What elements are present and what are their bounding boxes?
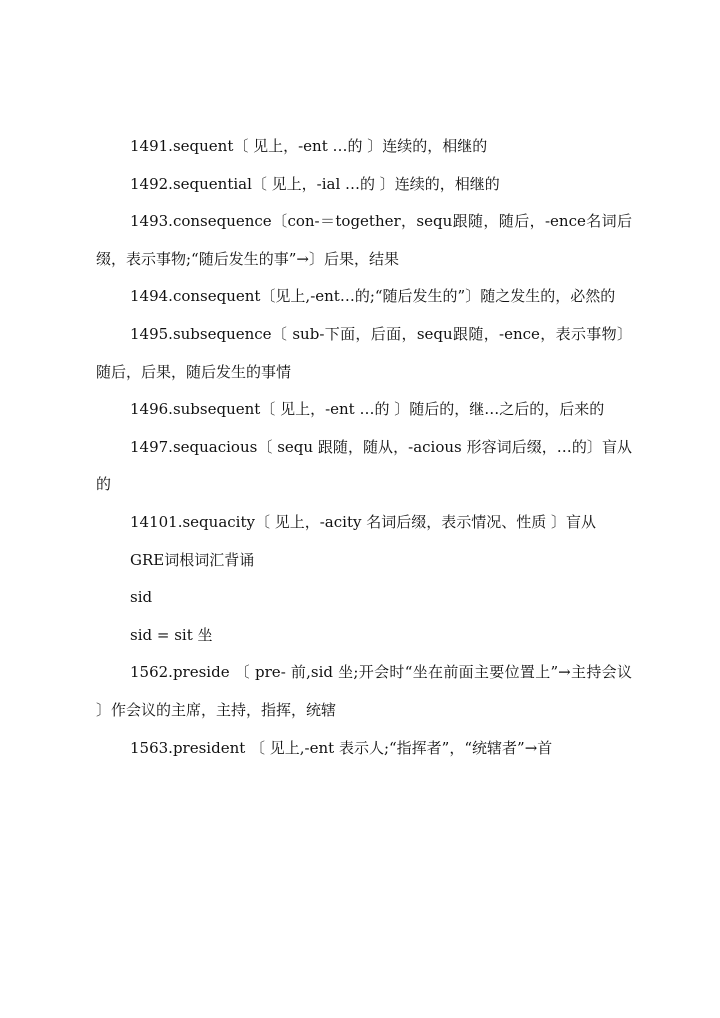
root-word: sid: [130, 588, 153, 607]
entry-1492: 1492.sequential〔 见上，-ial …的 〕连续的，相继的: [130, 174, 500, 193]
entry-1495: 1495.subsequence〔 sub-下面，后面，sequ跟随，-ence，表示事物〕随后，后果，随后发生的事情: [96, 324, 632, 381]
entry-1497: 1497.sequacious〔 sequ 跟随，随从，-acious 形容词后缀，…的〕盲从的: [96, 437, 632, 494]
document-body: [96, 128, 632, 767]
entry-14101: 14101.sequacity〔 见上，-acity 名词后缀，表示情况、性质 〕盲从: [130, 512, 596, 531]
entry-1493: 1493.consequence〔con-＝together，sequ跟随，随后，-ence名词后缀，表示事物;“随后发生的事”→〕后果，结果: [96, 212, 632, 268]
entry-1496: 1496.subsequent〔 见上，-ent …的 〕随后的，继…之后的，后来的: [130, 400, 605, 419]
entry-1494: 1494.consequent〔见上,-ent…的;“随后发生的”〕随之发生的，必然的: [130, 287, 616, 306]
entry-1491: 1491.sequent〔 见上，-ent …的 〕连续的，相继的: [130, 137, 488, 155]
entry-1562: 1562.preside 〔 pre- 前,sid 坐;开会时“坐在前面主要位置上”→主持会议 〕作会议的主席，主持，指挥，统辖: [96, 663, 632, 719]
entry-1563: 1563.president 〔 见上,-ent 表示人;“指挥者”，“统辖者”→首: [130, 738, 553, 757]
section-heading: GRE词根词汇背诵: [130, 550, 255, 569]
root-definition: sid = sit 坐: [130, 625, 213, 644]
